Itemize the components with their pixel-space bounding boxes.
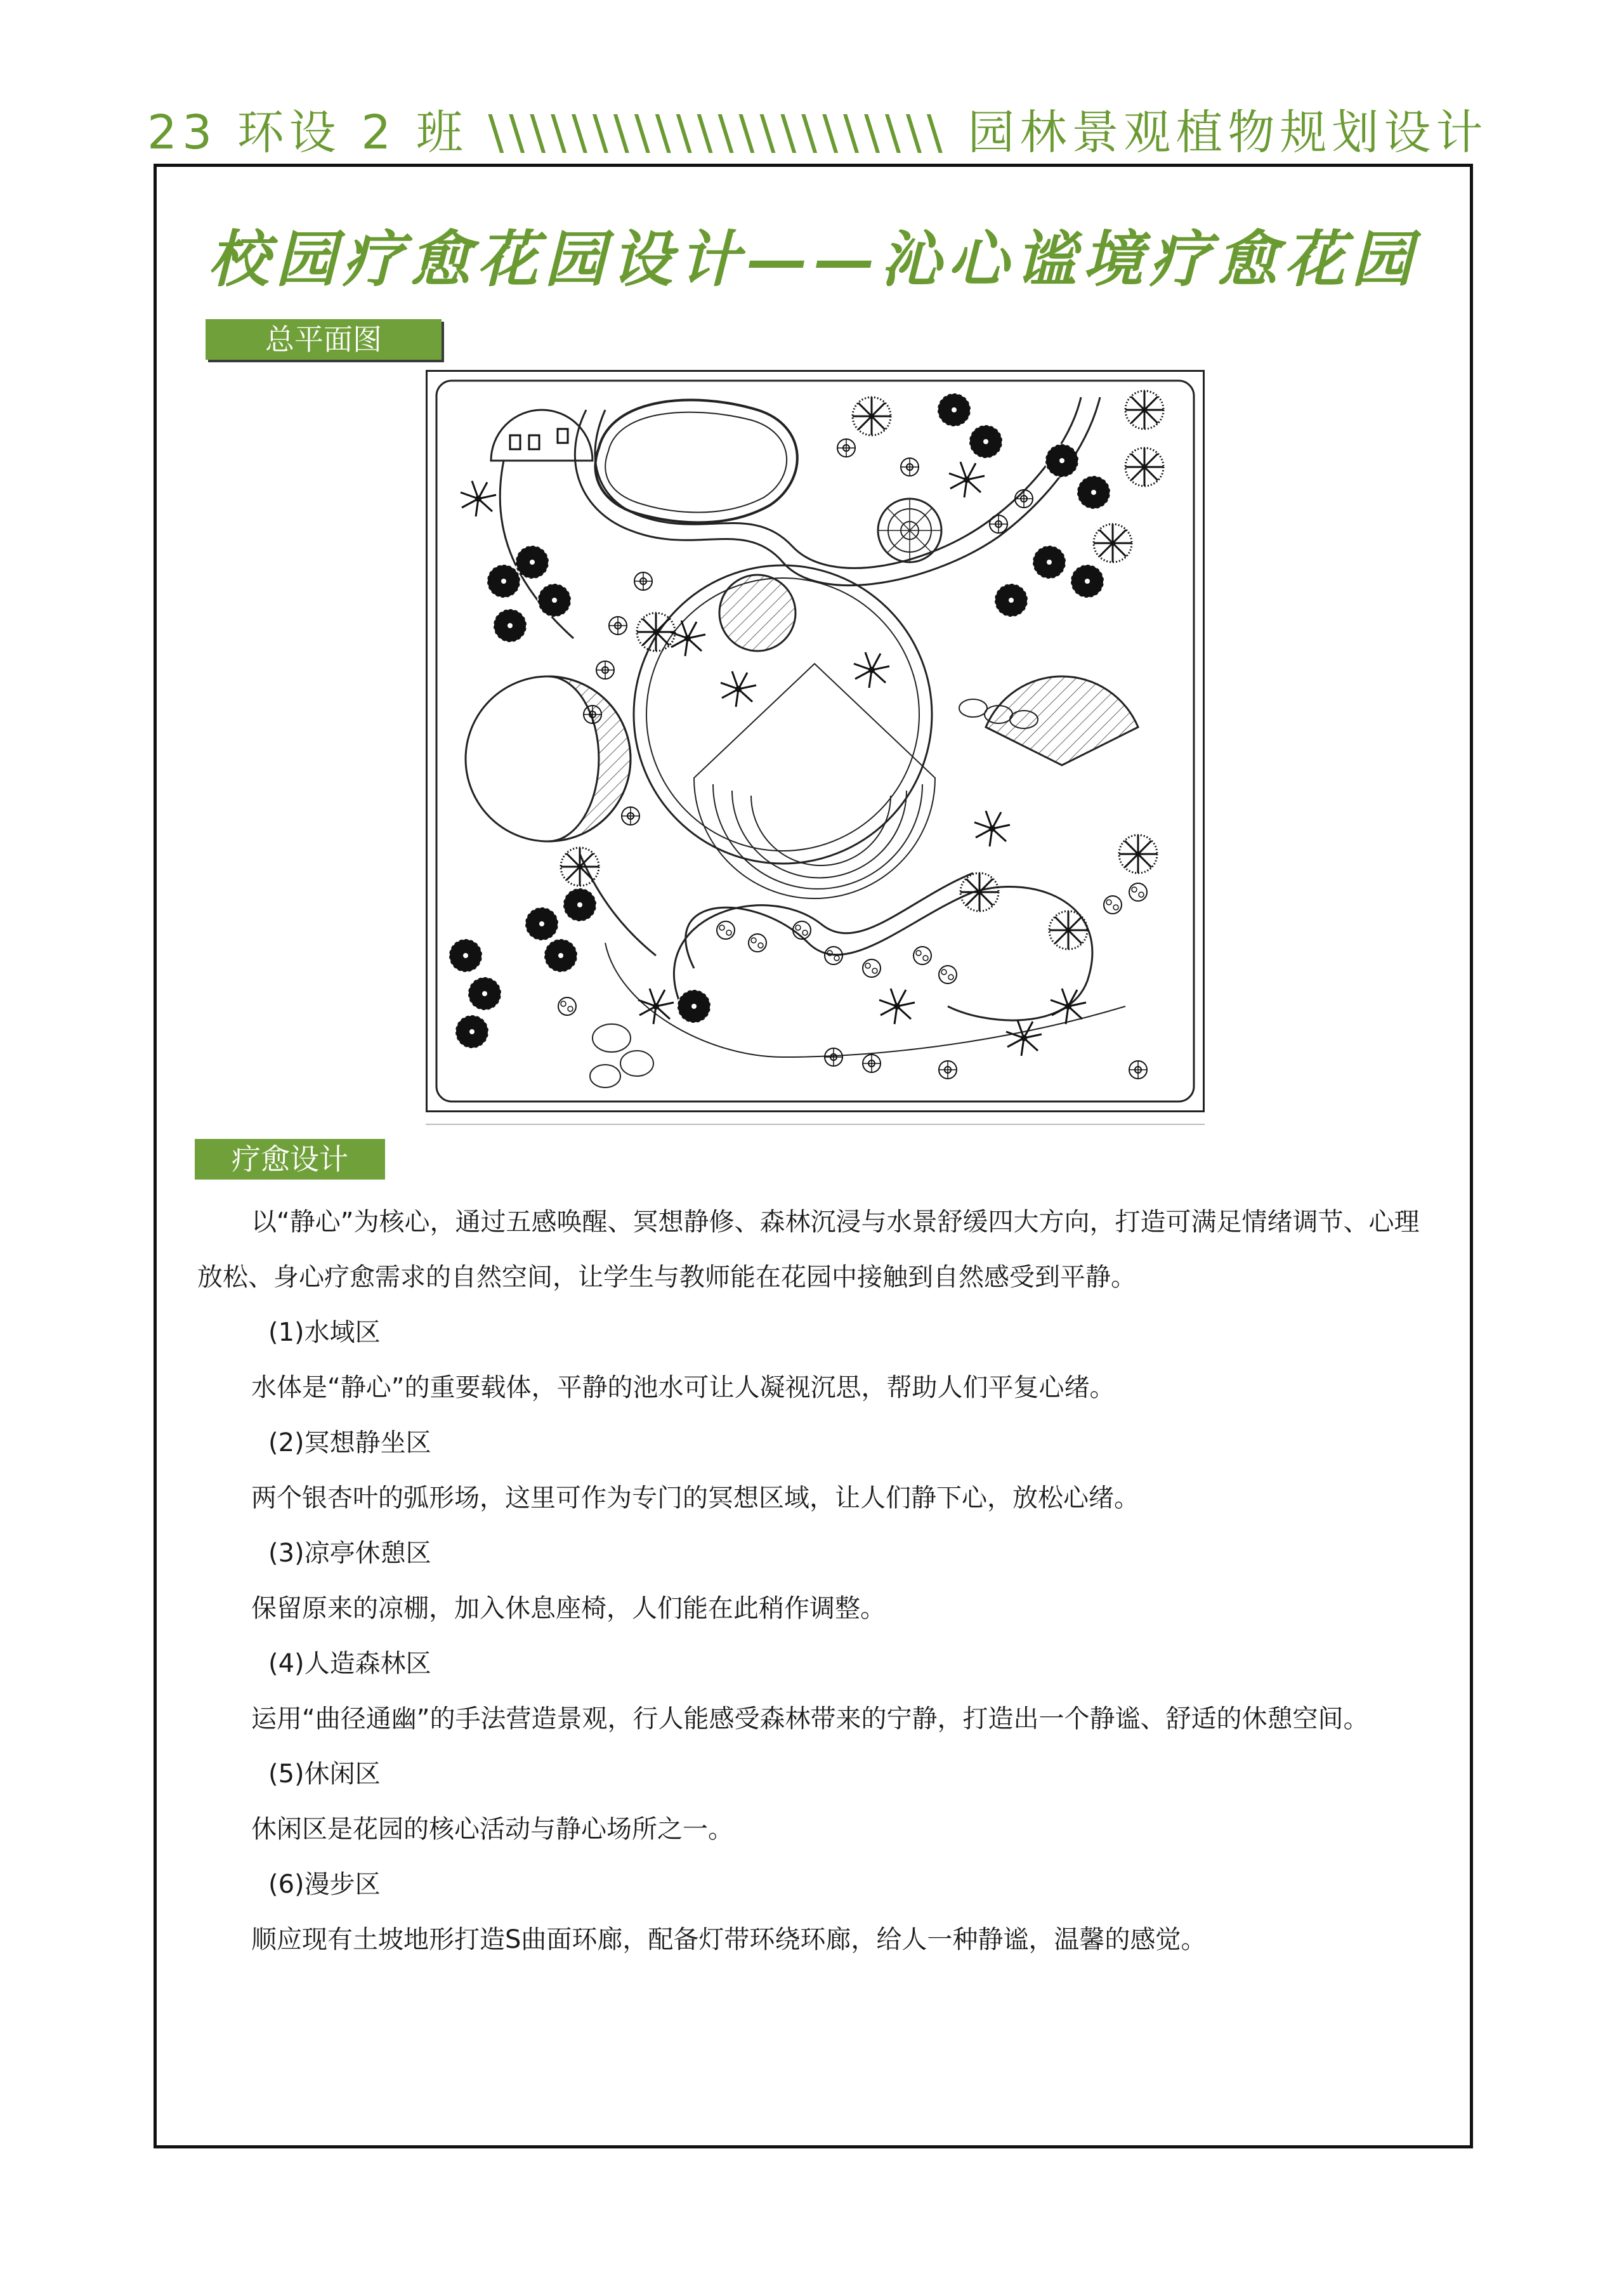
zone-description: 水体是“静心”的重要载体，平静的池水可让人凝视沉思，帮助人们平复心绪。 <box>251 1373 1115 1402</box>
zone-description: 运用“曲径通幽”的手法营造景观，行人能感受森林带来的宁静，打造出一个静谧、舒适的休憩空间。 <box>251 1704 1369 1733</box>
plan-baseline <box>426 1124 1205 1125</box>
page-header: 23 环设 2 班 \\\\\\\\\\\\\\\\\\\\\\ 园林景观植物规划设计 <box>147 105 1488 160</box>
healing-design-text <box>197 1195 1434 1968</box>
site-plan-drawing <box>426 370 1205 1112</box>
zone-heading: (1)水域区 <box>268 1318 381 1347</box>
zone-heading: (5)休闲区 <box>268 1759 381 1789</box>
page-title: 校园疗愈花园设计——沁心谧境疗愈花园 <box>208 223 1418 295</box>
zone-heading: (6)漫步区 <box>268 1870 381 1899</box>
zone-description: 保留原来的凉棚，加入休息座椅，人们能在此稍作调整。 <box>251 1594 886 1623</box>
zone-heading: (4)人造森林区 <box>268 1649 431 1678</box>
zone-heading: (2)冥想静坐区 <box>268 1428 431 1457</box>
content-frame <box>154 164 1473 2148</box>
zone-description: 休闲区是花园的核心活动与静心场所之一。 <box>251 1815 733 1844</box>
zone-heading: (3)凉亭休憩区 <box>268 1539 431 1568</box>
site-plan-svg <box>428 372 1203 1110</box>
section-tag-healing-design: 疗愈设计 <box>195 1139 385 1180</box>
section-tag-site-plan: 总平面图 <box>206 319 442 360</box>
zone-description: 两个银杏叶的弧形场，这里可作为专门的冥想区域，让人们静下心，放松心绪。 <box>251 1483 1139 1513</box>
intro-paragraph: 以“静心”为核心，通过五感唤醒、冥想静修、森林沉浸与水景舒缓四大方向，打造可满足情绪调节、心理放松、身心疗愈需求的自然空间，让学生与教师能在花园中接触到自然感受到平静。 <box>197 1207 1420 1292</box>
zone-description: 顺应现有土坡地形打造S曲面环廊，配备灯带环绕环廊，给人一种静谧，温馨的感觉。 <box>251 1925 1207 1954</box>
